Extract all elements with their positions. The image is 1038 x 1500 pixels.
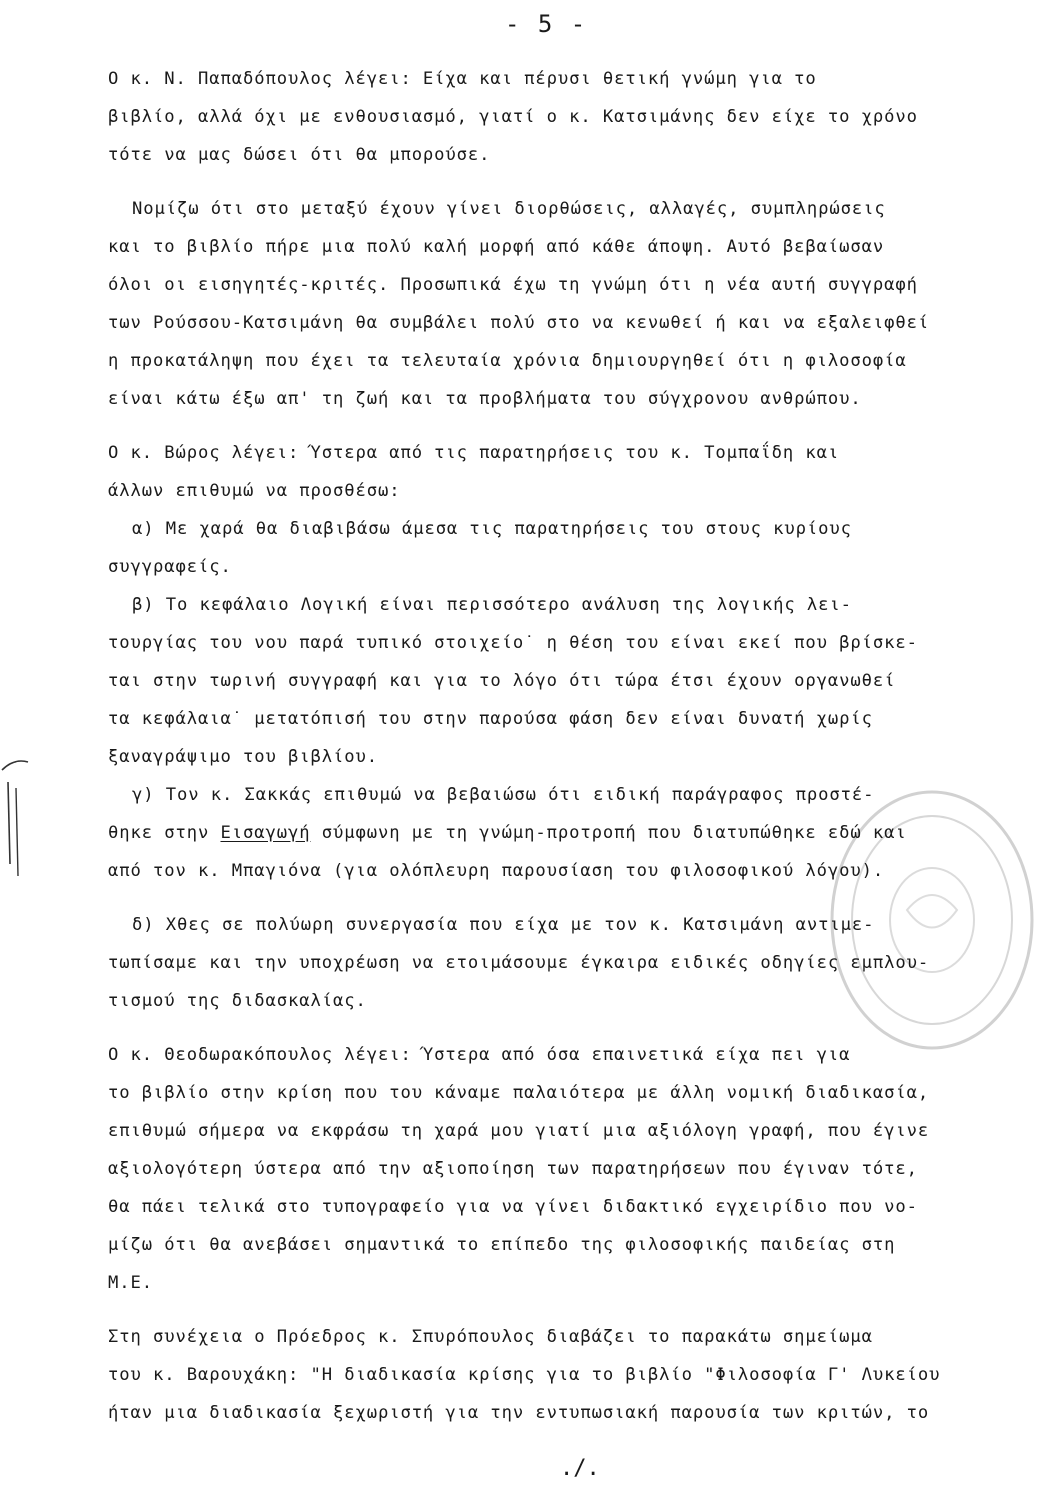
text-line	[108, 700, 1038, 738]
text-line	[108, 380, 1038, 418]
text-line	[108, 266, 1038, 304]
line-segment: τισμού της διδασκαλίας.	[108, 991, 367, 1011]
text-line	[108, 1112, 1038, 1150]
line-segment: είναι κάτω έξω απ' τη ζωή και τα προβλήματα του σύγχρονου ανθρώπου.	[108, 389, 862, 409]
text-line	[108, 1150, 1038, 1188]
text-line	[108, 982, 1038, 1020]
continuation-mark: ./.	[560, 1456, 600, 1481]
line-segment: β) Το κεφάλαιο Λογική είναι περισσότερο ανάλυση της λογικής λει-	[132, 595, 852, 615]
margin-pencil-mark	[0, 748, 40, 888]
text-line	[108, 1036, 1038, 1074]
line-segment: σύμφωνη με τη γνώμη-προτροπή που διατυπώθηκε εδώ και	[310, 823, 907, 843]
text-line	[108, 228, 1038, 266]
text-line	[108, 1074, 1038, 1112]
text-line	[108, 1394, 1038, 1432]
line-segment: του κ. Βαρουχάκη: "Η διαδικασία κρίσης για το βιβλίο "Φιλοσοφία Γ' Λυκείου	[108, 1365, 941, 1385]
text-line	[108, 190, 1038, 228]
text-line	[108, 548, 1038, 586]
line-segment: από τον κ. Μπαγιόνα (για ολόπλευρη παρουσίαση του φιλοσοφικού λόγου).	[108, 861, 885, 881]
line-segment: ται στην τωρινή συγγραφή και για το λόγο ότι τώρα έτσι έχουν οργανωθεί	[108, 671, 896, 691]
text-line	[108, 944, 1038, 982]
text-line	[108, 1226, 1038, 1264]
text-line	[108, 586, 1038, 624]
line-segment: Ο κ. Ν. Παπαδόπουλος λέγει: Είχα και πέρυσι θετική γνώμη για το	[108, 69, 817, 89]
line-segment: θα πάει τελικά στο τυπογραφείο για να γίνει διδακτικό εγχειρίδιο που νο-	[108, 1197, 918, 1217]
text-line	[108, 662, 1038, 700]
line-segment: το βιβλίο στην κρίση που του κάναμε παλαιότερα με άλλη νομική διαδικασία,	[108, 1083, 930, 1103]
line-segment: ήταν μια διαδικασία ξεχωριστή για την εντυπωσιακή παρουσία των κριτών, το	[108, 1403, 930, 1423]
line-segment: α) Με χαρά θα διαβιβάσω άμεσα τις παρατηρήσεις του στους κυρίους	[132, 519, 852, 539]
text-line	[108, 472, 1038, 510]
text-line	[108, 852, 1038, 890]
line-segment: και το βιβλίο πήρε μια πολύ καλή μορφή από κάθε άποψη. Αυτό βεβαίωσαν	[108, 237, 885, 257]
line-segment: Στη συνέχεια ο Πρόεδρος κ. Σπυρόπουλος διαβάζει το παρακάτω σημείωμα	[108, 1327, 873, 1347]
text-line	[108, 738, 1038, 776]
text-line	[108, 814, 1038, 852]
text-line	[108, 434, 1038, 472]
line-segment: Ο κ. Βώρος λέγει: Ύστερα από τις παρατηρήσεις του κ. Τομπαΐδη και	[108, 443, 840, 463]
line-segment: γ) Τον κ. Σακκάς επιθυμώ να βεβαιώσω ότι ειδική παράγραφος προστέ-	[132, 785, 875, 805]
line-segment: ξαναγράψιμο του βιβλίου.	[108, 747, 378, 767]
text-line	[108, 624, 1038, 662]
text-line	[108, 906, 1038, 944]
text-line	[108, 136, 1038, 174]
text-line	[108, 1264, 1038, 1302]
body-text	[108, 60, 1038, 1432]
line-segment: Ο κ. Θεοδωρακόπουλος λέγει: Ύστερα από όσα επαινετικά είχα πει για	[108, 1045, 851, 1065]
line-segment: τωπίσαμε και την υποχρέωση να ετοιμάσουμε έγκαιρα ειδικές οδηγίες εμπλου-	[108, 953, 930, 973]
text-line	[108, 510, 1038, 548]
line-segment: τα κεφάλαια˙ μετατόπισή του στην παρούσα φάση δεν είναι δυνατή χωρίς	[108, 709, 873, 729]
line-segment: επιθυμώ σήμερα να εκφράσω τη χαρά μου γιατί μια αξιόλογη γραφή, που έγινε	[108, 1121, 930, 1141]
line-segment: Νομίζω ότι στο μεταξύ έχουν γίνει διορθώσεις, αλλαγές, συμπληρώσεις	[132, 199, 886, 219]
line-segment: συγγραφείς.	[108, 557, 232, 577]
line-segment: όλοι οι εισηγητές-κριτές. Προσωπικά έχω τη γνώμη ότι η νέα αυτή συγγραφή	[108, 275, 918, 295]
text-line	[108, 1356, 1038, 1394]
line-segment: αξιολογότερη ύστερα από την αξιοποίηση των παρατηρήσεων που έγιναν τότε,	[108, 1159, 918, 1179]
text-line	[108, 304, 1038, 342]
page-number: - 5 -	[505, 10, 588, 38]
line-segment: η προκατάληψη που έχει τα τελευταία χρόνια δημιουργηθεί ότι η φιλοσοφία	[108, 351, 907, 371]
text-line	[108, 1188, 1038, 1226]
text-line	[108, 342, 1038, 380]
line-segment: δ) Χθες σε πολύωρη συνεργασία που είχα με τον κ. Κατσιμάνη αντιμε-	[132, 915, 875, 935]
line-segment: θηκε στην	[108, 823, 221, 843]
line-segment: βιβλίο, αλλά όχι με ενθουσιασμό, γιατί ο κ. Κατσιμάνης δεν είχε το χρόνο	[108, 107, 918, 127]
line-segment: μίζω ότι θα ανεβάσει σημαντικά το επίπεδο της φιλοσοφικής παιδείας στη	[108, 1235, 896, 1255]
underlined-word: Εισαγωγή	[220, 823, 311, 843]
text-line	[108, 60, 1038, 98]
text-line	[108, 98, 1038, 136]
line-segment: άλλων επιθυμώ να προσθέσω:	[108, 481, 401, 501]
line-segment: τότε να μας δώσει ότι θα μπορούσε.	[108, 145, 491, 165]
text-line	[108, 1318, 1038, 1356]
line-segment: τουργίας του νου παρά τυπικό στοιχείο˙ η θέση του είναι εκεί που βρίσκε-	[108, 633, 918, 653]
text-line	[108, 776, 1038, 814]
line-segment: Μ.Ε.	[108, 1273, 153, 1293]
line-segment: των Ρούσσου-Κατσιμάνη θα συμβάλει πολύ στο να κενωθεί ή και να εξαλειφθεί	[108, 313, 930, 333]
